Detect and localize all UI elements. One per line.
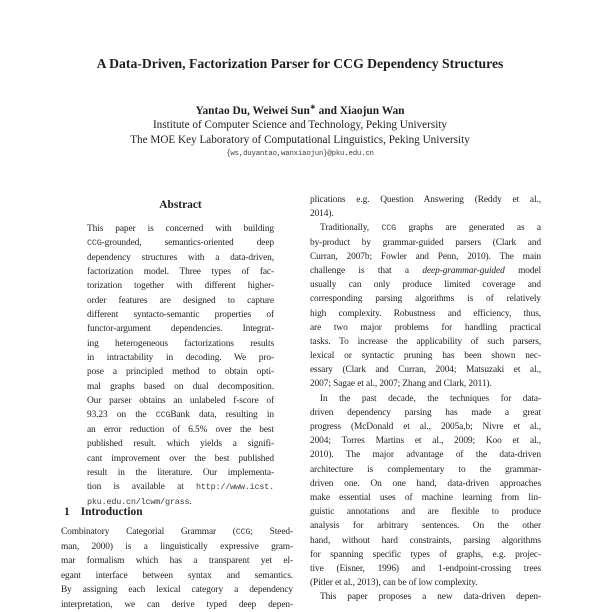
text-line: for spanning specific types of graphs, e.g. projec- [310, 548, 541, 562]
email-line [0, 147, 600, 161]
text-line: dependency structures with a data-driven, [87, 251, 274, 265]
text-line: tasks. To increase the applicability of such parsers, [310, 335, 541, 349]
text-line: usually can only produce limited coverage and [310, 278, 541, 292]
text-line: essary (Clark and Curran, 2004; Matsuzaki et al., [310, 363, 541, 377]
text-line: CCG-grounded, semantics-oriented deep [87, 236, 274, 250]
abstract-body [87, 222, 274, 509]
text-line: pose a principled method to obtain opti- [87, 365, 274, 379]
text-line: make essential uses of machine learning from lin- [310, 491, 541, 505]
introduction-body [61, 525, 293, 612]
header-block [0, 100, 600, 161]
text-line: are two major problems for handling practical [310, 321, 541, 335]
text-line: challenge is that a deep-grammar-guided model [310, 264, 541, 278]
text-line: interpretation, we can derive typed deep depen- [61, 598, 293, 612]
text-line: This paper proposes a new data-driven depen- [310, 590, 541, 604]
text-line: 2010). The major advantage of the data-driven [310, 448, 541, 462]
text-line: Combinatory Categorial Grammar (CCG; Steed- [61, 525, 293, 540]
italic-text: deep-grammar-guided [422, 266, 504, 276]
text-line: lexical or syntactic pruning has been shown nec- [310, 349, 541, 363]
mono-text: CCG [87, 238, 102, 248]
text-line: published result. which yields a signifi- [87, 437, 274, 451]
text-line: In the past decade, the techniques for data- [310, 392, 541, 406]
text-line: This paper is concerned with building [87, 222, 274, 236]
text-line: Our parser obtains an unlabeled f-score of [87, 394, 274, 408]
text-line: driven one. On one hand, data-driven approaches [310, 477, 541, 491]
text-line: Curran, 2007b; Fowler and Penn, 2010). The main [310, 250, 541, 264]
text-line: tive (Eisner, 1996) and 1-endpoint-crossing trees [310, 562, 541, 576]
text-line: torization together with different higher- [87, 279, 274, 293]
text-line: analysis for arbitrary sentences. On the other [310, 519, 541, 533]
text-line: result in the literature. Our implementa- [87, 466, 274, 480]
text-line: By assigning each lexical category a dependency [61, 583, 293, 598]
mono-text: CCG [381, 223, 396, 233]
text-line: progress (McDonald et al., 2005a,b; Nivre et al., [310, 420, 541, 434]
text-line: driven dependency parsing has made a great [310, 406, 541, 420]
text-line: different syntacto-semantic properties of [87, 308, 274, 322]
text-line: plications e.g. Question Answering (Reddy et al., [310, 193, 541, 207]
text-line: 2007; Sagae et al., 2007; Zhang and Clark, 2011). [310, 377, 541, 391]
text-line: hand, without hard constraints, parsing algorithms [310, 534, 541, 548]
text-line: ing heterogeneous factorizations results [87, 337, 274, 351]
text-line: order features are designed to capture [87, 294, 274, 308]
section-heading-introduction [64, 506, 143, 518]
mono-text: {ws,duyantao,wanxiaojun}@pku.edu.cn [226, 150, 374, 158]
paper-title: A Data-Driven, Factorization Parser for CCG Dependency Structures [0, 56, 600, 72]
affiliation-line-1: Institute of Computer Science and Technology, Peking University [0, 118, 600, 132]
section-title: Introduction [81, 506, 143, 518]
text-line: mal graphs based on dual decomposition. [87, 380, 274, 394]
text-line: mar formalism which has a transparent yet el- [61, 554, 293, 569]
text-line: man, 2000) is a linguistically expressive gram- [61, 540, 293, 555]
right-column [310, 193, 541, 604]
superscript-marker: ∗ [310, 103, 316, 111]
mono-text: pku.edu.cn/lcwm/grass [87, 497, 189, 507]
text-line: egant interface between syntax and semantics. [61, 569, 293, 584]
mono-text: http://www.icst. [196, 482, 274, 492]
text-line: tion is available at http://www.icst. [87, 480, 274, 494]
text-line: an error reduction of 6.5% over the best [87, 423, 274, 437]
text-line: 2014). [310, 207, 541, 221]
text-line: cant improvement over the best published [87, 452, 274, 466]
text-line: pku.edu.cn/lcwm/grass. [87, 495, 274, 509]
section-number: 1 [64, 506, 70, 518]
text-line: 93.23 on the CCGBank data, resulting in [87, 408, 274, 422]
text-line: by-product by grammar-guided parsers (Clark and [310, 236, 541, 250]
mono-text: CCG [236, 527, 251, 537]
affiliation-line-2: The MOE Key Laboratory of Computational Linguistics, Peking University [0, 133, 600, 147]
abstract-heading: Abstract [87, 199, 274, 211]
text-line: 2004; Torres Martins et al., 2009; Koo et al., [310, 434, 541, 448]
text-line: guistic annotations and are flexible to produce [310, 505, 541, 519]
text-line: high complexity. Robustness and efficiency, thus, [310, 307, 541, 321]
text-line: factorization model. Three types of fac- [87, 265, 274, 279]
text-line: Traditionally, CCG graphs are generated as a [310, 221, 541, 235]
text-line: (Pitler et al., 2013), can be of low complexity. [310, 576, 541, 590]
text-line: corresponding parsing algorithms is of relatively [310, 292, 541, 306]
text-line: functor-argument dependencies. Integrat- [87, 322, 274, 336]
text-line: in intractability in decoding. We pro- [87, 351, 274, 365]
author-line: Yantao Du, Weiwei Sun∗ and Xiaojun Wan [0, 100, 600, 118]
text-line: architecture is complementary to the grammar- [310, 463, 541, 477]
mono-text: CCG [156, 410, 171, 420]
